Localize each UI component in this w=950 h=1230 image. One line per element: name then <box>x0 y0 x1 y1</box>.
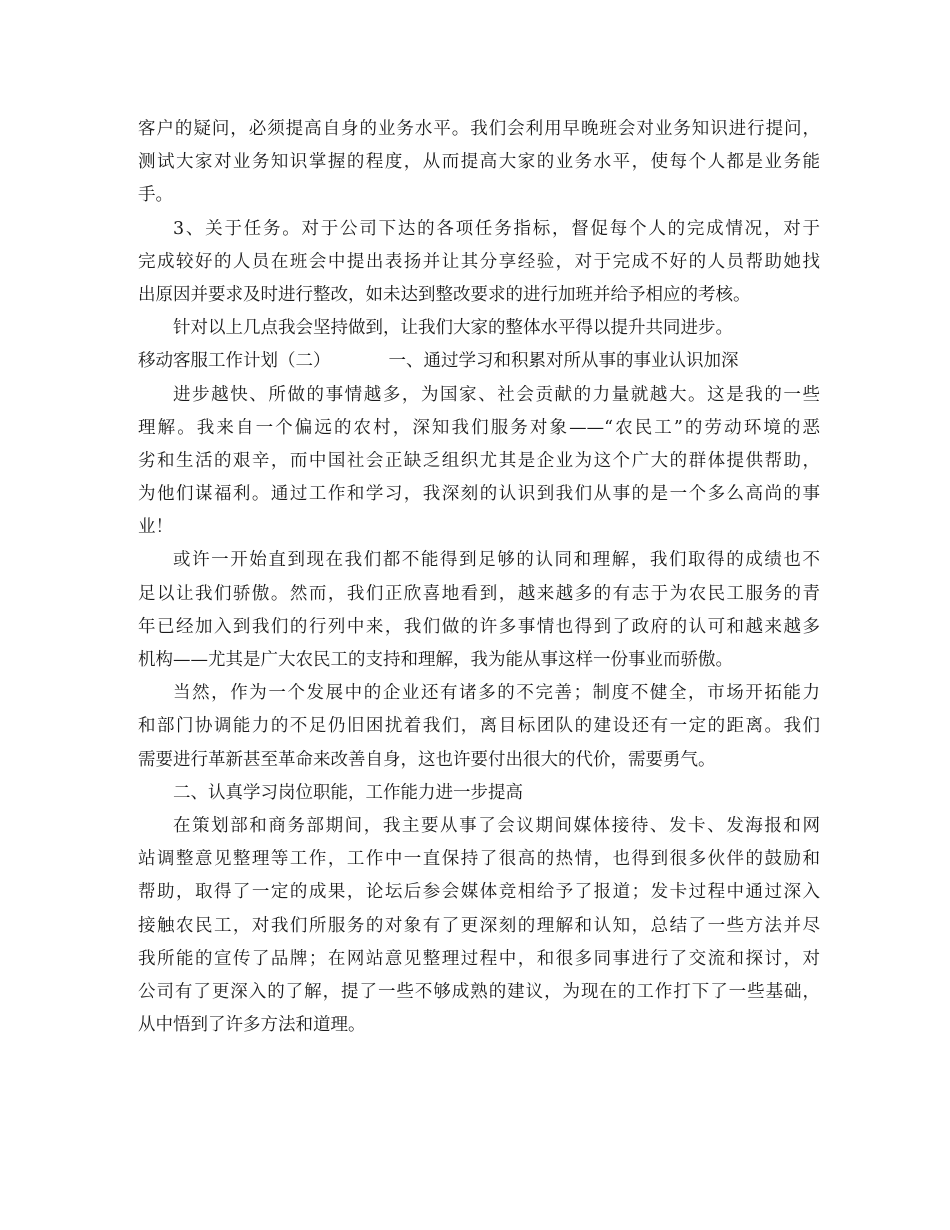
text-line: 机构——尤其是广大农民工的支持和理解，我为能从事这样一份事业而骄傲。 <box>138 650 733 670</box>
text-line: 公司有了更深入的了解，提了一些不够成熟的建议，为现在的工作打下了一些基础， <box>138 981 820 1002</box>
text-line: 接触农民工，对我们所服务的对象有了更深刻的理解和认知，总结了一些方法并尽 <box>138 915 820 936</box>
text-line: 理解。我来自一个偏远的农村，深知我们服务对象——“农民工”的劳动环境的恶 <box>138 417 820 438</box>
text-line: 出原因并要求及时进行整改，如未达到整改要求的进行加班并给予相应的考核。 <box>138 284 751 305</box>
text-line: 针对以上几点我会坚持做到，让我们大家的整体水平得以提升共同进步。 <box>173 318 733 339</box>
text-line: 站调整意见整理等工作，工作中一直保持了很高的热情，也得到很多伙伴的鼓励和 <box>138 849 820 870</box>
subheading-line: 二、认真学习岗位职能，工作能力进一步提高 <box>173 782 523 803</box>
document-body <box>138 113 820 1042</box>
text-line: 客户的疑问，必须提高自身的业务水平。我们会利用早晚班会对业务知识进行提问， <box>138 119 820 139</box>
text-line: 帮助，取得了一定的成果，论坛后参会媒体竞相给予了报道；发卡过程中通过深入 <box>138 882 820 903</box>
text-line: 年已经加入到我们的行列中来，我们做的许多事情也得到了政府的认可和越来越多 <box>138 616 820 637</box>
text-line: 进步越快、所做的事情越多，为国家、社会贡献的力量就越大。这是我的一些 <box>173 384 820 405</box>
text-line: 业！ <box>138 517 173 538</box>
text-line: 或许一开始直到现在我们都不能得到足够的认同和理解，我们取得的成绩也不 <box>173 550 820 571</box>
text-line: 测试大家对业务知识掌握的程度，从而提高大家的业务水平，使每个人都是业务能 <box>138 152 820 173</box>
text-line: 足以让我们骄傲。然而，我们正欣喜地看到，越来越多的有志于为农民工服务的青 <box>138 583 820 604</box>
text-line: 劣和生活的艰辛，而中国社会正缺乏组织尤其是企业为这个广大的群体提供帮助， <box>138 450 820 471</box>
text-line: 需要进行革新甚至革命来改善自身，这也许要付出很大的代价，需要勇气。 <box>138 749 716 770</box>
text-line: 从中悟到了许多方法和道理。 <box>138 1015 366 1036</box>
text-line: 在策划部和商务部期间，我主要从事了会议期间媒体接待、发卡、发海报和网 <box>173 815 820 836</box>
section-title: 移动客服工作计划（二） <box>138 351 331 372</box>
text-line: 完成较好的人员在班会中提出表扬并让其分享经验，对于完成不好的人员帮助她找 <box>138 251 820 272</box>
text-line: 当然，作为一个发展中的企业还有诸多的不完善；制度不健全，市场开拓能力 <box>173 683 820 704</box>
text-line: 我所能的宣传了品牌；在网站意见整理过程中，和很多同事进行了交流和探讨，对 <box>138 948 820 969</box>
section-heading-line <box>138 345 820 378</box>
text-line: 为他们谋福利。通过工作和学习，我深刻的认识到我们从事的是一个多么高尚的事 <box>138 484 820 505</box>
text-line: 3、关于任务。对于公司下达的各项任务指标，督促每个人的完成情况，对于 <box>173 218 820 239</box>
text-line: 手。 <box>138 185 173 206</box>
section-subheading: 一、通过学习和积累对所从事的事业认识加深 <box>388 351 739 372</box>
text-line: 和部门协调能力的不足仍旧困扰着我们，离目标团队的建设还有一定的距离。我们 <box>138 716 820 737</box>
